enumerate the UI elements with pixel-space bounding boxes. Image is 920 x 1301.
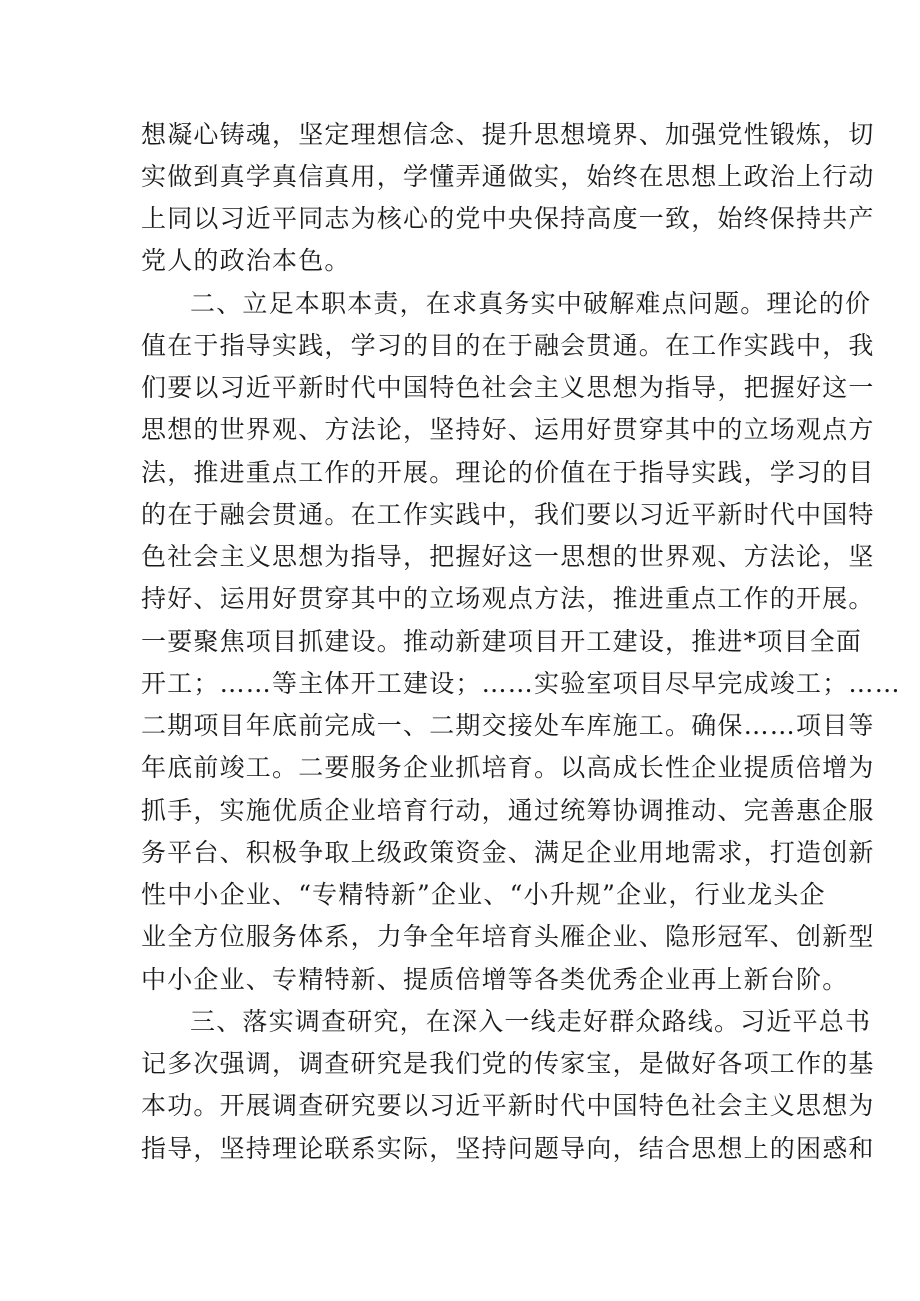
text-line: 的在于融会贯通。在工作实践中，我们要以习近平新时代中国特 bbox=[141, 500, 875, 529]
section-heading-line: 三、落实调查研究，在深入一线走好群众路线。习近平总书 bbox=[190, 1007, 872, 1036]
text-line: 一要聚焦项目抓建设。推动新建项目开工建设，推进*项目全面 bbox=[141, 627, 863, 656]
text-line: 色社会主义思想为指导，把握好这一思想的世界观、方法论，坚 bbox=[141, 542, 875, 571]
text-line: 年底前竣工。二要服务企业抓培育。以高成长性企业提质倍增为 bbox=[141, 753, 875, 782]
text-line: 法，推进重点工作的开展。理论的价值在于指导实践，学习的目 bbox=[141, 458, 875, 487]
text-line: 值在于指导实践，学习的目的在于融会贯通。在工作实践中，我 bbox=[141, 331, 875, 360]
text-line: 抓手，实施优质企业培育行动，通过统筹协调推动、完善惠企服 bbox=[141, 796, 875, 825]
text-line: 上同以习近平同志为核心的党中央保持高度一致，始终保持共产 bbox=[141, 204, 875, 233]
text-line: 想凝心铸魂，坚定理想信念、提升思想境界、加强党性锻炼，切 bbox=[141, 120, 875, 149]
text-line: 业全方位服务体系，力争全年培育头雁企业、隐形冠军、创新型 bbox=[141, 922, 875, 951]
text-line: 二期项目年底前完成一、二期交接处车库施工。确保……项目等 bbox=[141, 711, 875, 740]
text-line: 思想的世界观、方法论，坚持好、运用好贯穿其中的立场观点方 bbox=[141, 415, 875, 444]
text-line: 们要以习近平新时代中国特色社会主义思想为指导，把握好这一 bbox=[141, 373, 875, 402]
text-line: 记多次强调，调查研究是我们党的传家宝，是做好各项工作的基 bbox=[141, 1049, 875, 1078]
text-line: 性中小企业、“专精特新”企业、“小升规”企业，行业龙头企 bbox=[141, 880, 826, 909]
text-line: 党人的政治本色。 bbox=[141, 246, 351, 275]
text-line: 持好、运用好贯穿其中的立场观点方法，推进重点工作的开展。 bbox=[141, 584, 875, 613]
text-line: 开工；……等主体开工建设；……实验室项目尽早完成竣工；…… bbox=[141, 669, 901, 698]
text-line: 本功。开展调查研究要以习近平新时代中国特色社会主义思想为 bbox=[141, 1091, 875, 1120]
section-heading-line: 二、立足本职本责，在求真务实中破解难点问题。理论的价 bbox=[190, 289, 872, 318]
text-line: 务平台、积极争取上级政策资金、满足企业用地需求，打造创新 bbox=[141, 838, 875, 867]
text-line: 实做到真学真信真用，学懂弄通做实，始终在思想上政治上行动 bbox=[141, 162, 875, 191]
text-line: 中小企业、专精特新、提质倍增等各类优秀企业再上新台阶。 bbox=[141, 965, 849, 994]
text-line: 指导，坚持理论联系实际，坚持问题导向，结合思想上的困惑和 bbox=[141, 1134, 875, 1163]
